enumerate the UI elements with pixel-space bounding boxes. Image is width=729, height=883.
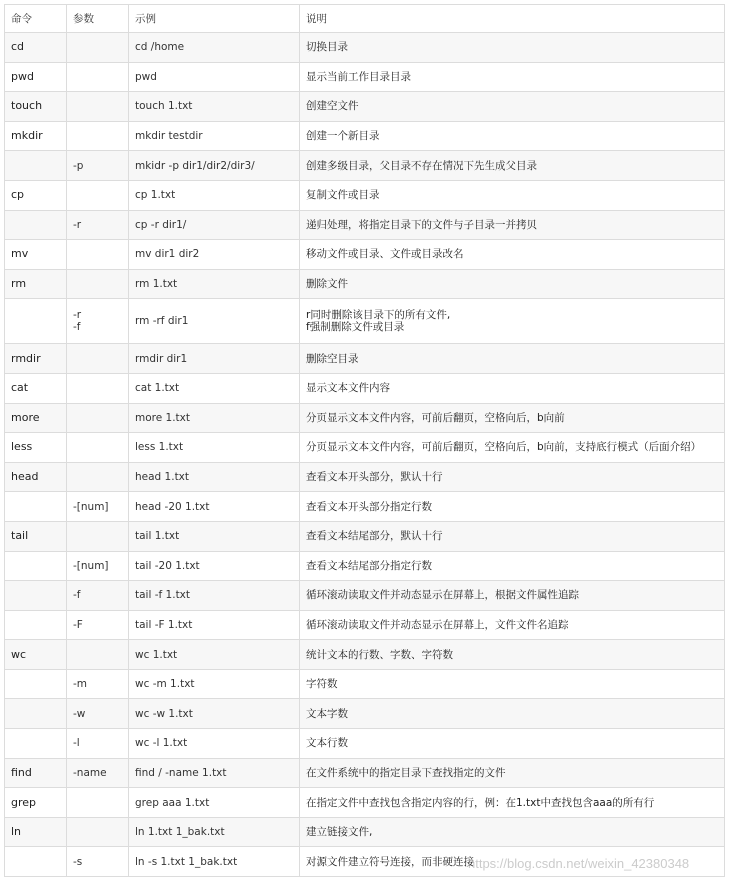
cell-example: rm 1.txt [129,269,300,299]
cell-command [5,847,67,877]
cell-example: wc 1.txt [129,640,300,670]
cell-command: grep [5,788,67,818]
cell-parameter: -[num] [67,551,129,581]
cell-description: 统计文本的行数、字数、字符数 [300,640,725,670]
cell-parameter: -l [67,729,129,759]
watermark: https://blog.csdn.net/weixin_42380348 [468,856,690,871]
table-row [5,551,725,581]
cell-description: 创建空文件 [300,92,725,122]
cell-parameter [67,788,129,818]
cell-command: touch [5,92,67,122]
cell-example: tail 1.txt [129,521,300,551]
table-row [5,758,725,788]
cell-description: 删除文件 [300,269,725,299]
table-row [5,521,725,551]
table-row [5,62,725,92]
table-row [5,581,725,611]
cell-command: cd [5,33,67,63]
cell-example: rmdir dir1 [129,344,300,374]
cell-parameter [67,640,129,670]
cell-parameter [67,62,129,92]
cell-parameter: -w [67,699,129,729]
cell-description: 文本字数 [300,699,725,729]
cell-description: 查看文本结尾部分指定行数 [300,551,725,581]
cell-command [5,699,67,729]
cell-parameter [67,403,129,433]
cell-description: 创建一个新目录 [300,121,725,151]
cell-description: 删除空目录 [300,344,725,374]
cell-example: more 1.txt [129,403,300,433]
table-row [5,403,725,433]
cell-parameter [67,33,129,63]
cell-description: 分页显示文本文件内容，可前后翻页，空格向后，b向前，支持底行模式（后面介绍） [300,433,725,463]
cell-parameter: -m [67,669,129,699]
cell-parameter [67,92,129,122]
cell-parameter [67,462,129,492]
cell-description: 在文件系统中的指定目录下查找指定的文件 [300,758,725,788]
table-row [5,299,725,344]
cell-description: 循环滚动读取文件并动态显示在屏幕上，根据文件属性追踪 [300,581,725,611]
cell-parameter: -name [67,758,129,788]
cell-example: grep aaa 1.txt [129,788,300,818]
cell-example: mkidr -p dir1/dir2/dir3/ [129,151,300,181]
cell-command [5,669,67,699]
cell-description: 字符数 [300,669,725,699]
cell-description: 显示当前工作目录目录 [300,62,725,92]
cell-parameter [67,373,129,403]
cell-command [5,551,67,581]
cell-example: cp -r dir1/ [129,210,300,240]
cell-command [5,151,67,181]
cell-command: head [5,462,67,492]
cell-command: find [5,758,67,788]
cell-command [5,729,67,759]
cell-parameter [67,240,129,270]
table-row [5,344,725,374]
table-row [5,33,725,63]
cell-example: touch 1.txt [129,92,300,122]
cell-example: less 1.txt [129,433,300,463]
cell-parameter [67,433,129,463]
table-header-row [5,5,725,33]
cell-command: rm [5,269,67,299]
cell-parameter: -[num] [67,492,129,522]
cell-command: mv [5,240,67,270]
table-row [5,121,725,151]
cell-parameter [67,521,129,551]
cell-description: 分页显示文本文件内容，可前后翻页，空格向后，b向前 [300,403,725,433]
header-description: 说明 [300,5,725,33]
cell-parameter: -r [67,210,129,240]
linux-command-table [4,4,725,877]
cell-parameter: -s [67,847,129,877]
cell-example: cat 1.txt [129,373,300,403]
cell-command [5,299,67,344]
cell-description: 复制文件或目录 [300,180,725,210]
table-row [5,269,725,299]
table-row [5,151,725,181]
table-row [5,729,725,759]
cell-command: cat [5,373,67,403]
cell-command [5,210,67,240]
table-row [5,699,725,729]
cell-command: less [5,433,67,463]
cell-parameter [67,344,129,374]
cell-example: head 1.txt [129,462,300,492]
cell-description: 移动文件或目录、文件或目录改名 [300,240,725,270]
cell-command [5,492,67,522]
table-row [5,373,725,403]
cell-description: r同时删除该目录下的所有文件, f强制删除文件或目录 [300,299,725,344]
cell-command: rmdir [5,344,67,374]
table-row [5,92,725,122]
cell-description: 切换目录 [300,33,725,63]
cell-example: mkdir testdir [129,121,300,151]
cell-command: cp [5,180,67,210]
cell-parameter: -p [67,151,129,181]
cell-example: wc -m 1.txt [129,669,300,699]
table-row [5,433,725,463]
table-row [5,462,725,492]
table-row [5,180,725,210]
header-example: 示例 [129,5,300,33]
table-row [5,240,725,270]
cell-parameter [67,180,129,210]
cell-description: 显示文本文件内容 [300,373,725,403]
cell-description: 创建多级目录，父目录不存在情况下先生成父目录 [300,151,725,181]
cell-description: 文本行数 [300,729,725,759]
cell-command: tail [5,521,67,551]
cell-example: tail -20 1.txt [129,551,300,581]
cell-description: 循环滚动读取文件并动态显示在屏幕上，文件文件名追踪 [300,610,725,640]
cell-command [5,610,67,640]
cell-parameter [67,817,129,847]
cell-example: find / -name 1.txt [129,758,300,788]
command-table-container [4,4,724,877]
cell-command: wc [5,640,67,670]
cell-description: 查看文本结尾部分，默认十行 [300,521,725,551]
table-row [5,640,725,670]
table-row [5,610,725,640]
cell-description: 查看文本开头部分指定行数 [300,492,725,522]
cell-example: rm -rf dir1 [129,299,300,344]
header-parameter: 参数 [67,5,129,33]
table-row [5,492,725,522]
cell-example: mv dir1 dir2 [129,240,300,270]
cell-description: 在指定文件中查找包含指定内容的行，例：在1.txt中查找包含aaa的所有行 [300,788,725,818]
table-row [5,210,725,240]
cell-parameter: -F [67,610,129,640]
cell-command: more [5,403,67,433]
table-row [5,817,725,847]
cell-command: mkdir [5,121,67,151]
table-row [5,669,725,699]
cell-description: 递归处理，将指定目录下的文件与子目录一并拷贝 [300,210,725,240]
cell-example: wc -l 1.txt [129,729,300,759]
cell-parameter: -f [67,581,129,611]
cell-command [5,581,67,611]
cell-description: 建立链接文件, [300,817,725,847]
cell-command: pwd [5,62,67,92]
header-command: 命令 [5,5,67,33]
table-row [5,847,725,877]
cell-example: tail -f 1.txt [129,581,300,611]
cell-description: 对源文件建立符号连接，而非硬连接 [300,847,725,877]
table-row [5,788,725,818]
cell-example: cp 1.txt [129,180,300,210]
cell-parameter [67,121,129,151]
cell-example: pwd [129,62,300,92]
cell-description: 查看文本开头部分，默认十行 [300,462,725,492]
cell-example: wc -w 1.txt [129,699,300,729]
cell-example: head -20 1.txt [129,492,300,522]
cell-example: ln 1.txt 1_bak.txt [129,817,300,847]
cell-example: cd /home [129,33,300,63]
cell-parameter [67,269,129,299]
cell-example: ln -s 1.txt 1_bak.txt [129,847,300,877]
cell-example: tail -F 1.txt [129,610,300,640]
cell-parameter: -r -f [67,299,129,344]
cell-command: ln [5,817,67,847]
